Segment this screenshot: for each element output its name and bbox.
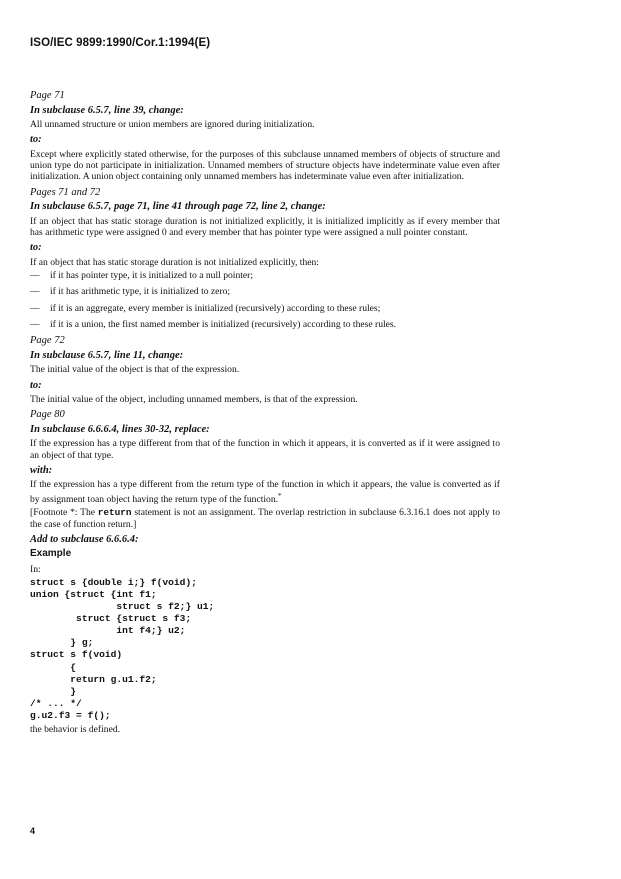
footnote	[30, 507, 500, 530]
section-pages-71-72	[30, 187, 500, 331]
page-label: Page 72	[30, 335, 65, 347]
with-label: with:	[30, 464, 53, 476]
document-header: ISO/IEC 9899:1990/Cor.1:1994(E)	[30, 37, 211, 49]
footnote-start: [Footnote *: The	[30, 507, 98, 519]
footnote-end: statement is not an assignment. The overlap restriction in subclause 6.3.16.1 does not apply to the case of function return.]	[30, 507, 500, 530]
document-body	[30, 90, 500, 739]
list-item: — if it is an aggregate, every member is initialized (recursively) according to these rules;	[30, 303, 500, 314]
change-instruction: In subclause 6.5.7, page 71, line 41 through page 72, line 2, change:	[30, 201, 326, 213]
in-label: In:	[30, 563, 41, 575]
list-item: — if it has arithmetic type, it is initialized to zero;	[30, 286, 500, 297]
old-text: All unnamed structure or union members are ignored during initialization.	[30, 119, 315, 130]
to-label: to:	[30, 134, 42, 146]
section-example	[30, 534, 500, 736]
old-text: If an object that has static storage duration is not initialized explicitly, it is initialized implicitly as if every member that has arithmetic type were assigned 0 and every member that has pointer type were assigned a null pointer constant.	[30, 215, 500, 238]
page-number: 4	[30, 826, 36, 836]
footnote-marker: *	[278, 491, 282, 500]
change-instruction: In subclause 6.5.7, line 11, change:	[30, 349, 184, 361]
old-text: The initial value of the object is that of the expression.	[30, 364, 240, 376]
new-intro: If an object that has static storage duration is not initialized explicitly, then:	[30, 256, 319, 268]
section-page-80	[30, 409, 500, 529]
to-label: to:	[30, 379, 42, 391]
list-item: — if it is a union, the first named member is initialized (recursively) according to these rules.	[30, 319, 500, 330]
to-label: to:	[30, 242, 42, 254]
section-page-72	[30, 335, 500, 405]
replace-instruction: In subclause 6.6.6.4, lines 30-32, replace:	[30, 423, 210, 435]
code-example: struct s {double i;} f(void); union {struct {int f1; struct s f2;} u1; struct {struct s f3; int f4;} u2; } g; struct s f(void) { return g.u1.f2; } /* ... */ g.u2.f3 = f();	[30, 576, 215, 721]
footnote-code: return	[97, 507, 132, 519]
page-label: Page 80	[30, 409, 65, 421]
section-page-71	[30, 90, 500, 183]
old-text: If the expression has a type different from that of the function in which it appears, it is converted as if it were assigned to an object of that type.	[30, 438, 500, 461]
new-text	[30, 479, 500, 505]
rule-list	[30, 270, 500, 330]
new-text: The initial value of the object, including unnamed members, is that of the expression.	[30, 394, 358, 406]
page-label: Page 71	[30, 90, 65, 101]
new-text: Except where explicitly stated otherwise, for the purposes of this subclause unnamed members of objects of structure and union type do not participate in initialization. Unnamed members of structure objects have indeterminate value even after initialization. A union object containing only unnamed members has indeterminate value even after initialization.	[30, 148, 500, 183]
example-title: Example	[30, 548, 72, 560]
page-label: Pages 71 and 72	[30, 186, 101, 198]
conclusion: the behavior is defined.	[30, 724, 121, 736]
list-item: — if it has pointer type, it is initialized to a null pointer;	[30, 270, 500, 281]
change-instruction: In subclause 6.5.7, line 39, change:	[30, 104, 184, 116]
new-text-body: If the expression has a type different from the return type of the function in which it appears, the value is converted as if by assignment toan object having the return type of the function.	[30, 479, 500, 505]
add-instruction: Add to subclause 6.6.6.4:	[30, 533, 139, 545]
